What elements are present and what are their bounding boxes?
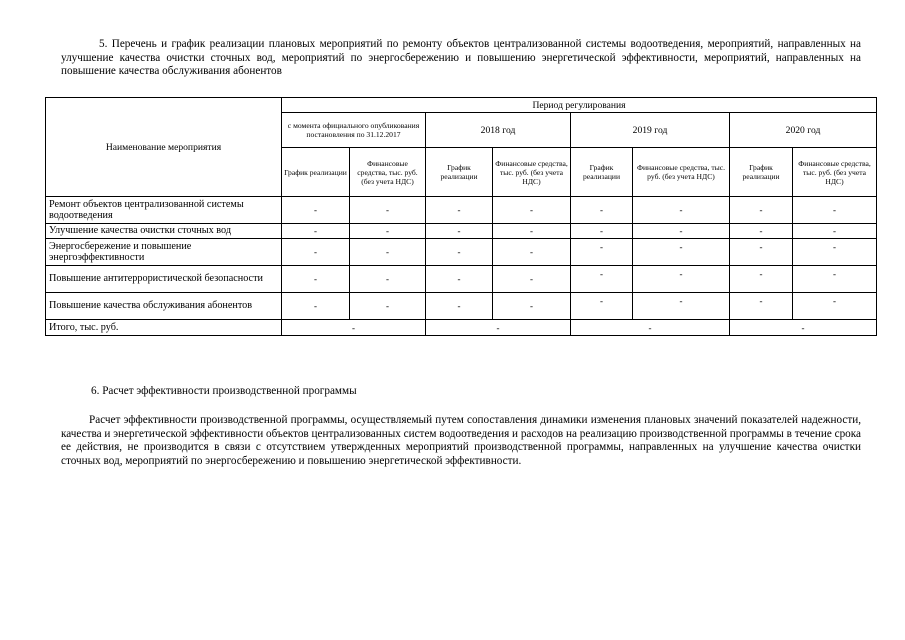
table-cell: - — [426, 197, 493, 224]
table-cell: - — [633, 224, 730, 239]
table-cell: - — [282, 266, 350, 293]
table-cell: - — [730, 197, 793, 224]
table-cell: - — [350, 293, 426, 320]
table-cell: - — [493, 197, 571, 224]
table-cell: - — [730, 224, 793, 239]
table-row — [46, 197, 877, 224]
section-6-body-text: Расчет эффективности производственной программы, осуществляемый путем сопоставления динамики изменения плановых значений показателей надежности, качества и энергетической эффективности объектов централизованных систем водоотведения и расходов на реализацию производственной программы в течение срока ее действия, не производится в связи с отсутствием утвержденных мероприятий производственной программы, направленных на улучшение качества очистки сточных вод, мероприятий по энергосбережению и повышению энергетической эффективности. — [61, 414, 861, 468]
period-col-2018: 2018 год — [426, 113, 571, 148]
table-cell: - — [730, 293, 793, 320]
sub-header: Финансовые средства, тыс. руб. (без учета НДС) — [350, 148, 426, 197]
table-cell: - — [633, 197, 730, 224]
table-cell: - — [730, 239, 793, 266]
row-name: Повышение антитеррористической безопасности — [46, 266, 282, 293]
row-name: Улучшение качества очистки сточных вод — [46, 224, 282, 239]
table-cell: - — [282, 239, 350, 266]
row-name: Энергосбережение и повышение энергоэффективности — [46, 239, 282, 266]
table-cell: - — [793, 197, 877, 224]
table-cell: - — [426, 293, 493, 320]
total-cell: - — [282, 320, 426, 336]
table-cell: - — [571, 239, 633, 266]
table-cell: - — [350, 224, 426, 239]
table-cell: - — [493, 239, 571, 266]
table-cell: - — [571, 197, 633, 224]
table-row — [46, 224, 877, 239]
table-cell: - — [571, 293, 633, 320]
table-cell: - — [350, 197, 426, 224]
table-cell: - — [493, 266, 571, 293]
sub-header: Финансовые средства, тыс. руб. (без учета НДС) — [493, 148, 571, 197]
table-row — [46, 293, 877, 320]
table-cell: - — [793, 239, 877, 266]
period-col-2020: 2020 год — [730, 113, 877, 148]
row-name: Ремонт объектов централизованной системы водоотведения — [46, 197, 282, 224]
table-row — [46, 266, 877, 293]
table-cell: - — [282, 197, 350, 224]
table-cell: - — [493, 224, 571, 239]
table-cell: - — [493, 293, 571, 320]
table-cell: - — [282, 224, 350, 239]
table-cell: - — [793, 266, 877, 293]
section-5-heading-text: 5. Перечень и график реализации плановых мероприятий по ремонту объектов централизованной системы водоотведения, мероприятий, направленных на улучшение качества очистки сточных вод, мероприятий по энергосбережению и повышению энергетической эффективности, мероприятий, направленных на повышение качества обслуживания абонентов — [61, 38, 861, 78]
total-row — [46, 320, 877, 336]
table-cell: - — [633, 266, 730, 293]
sub-header: График реализации — [426, 148, 493, 197]
sub-header: График реализации — [571, 148, 633, 197]
table-cell: - — [793, 293, 877, 320]
period-col-initial: с момента официального опубликования постановления по 31.12.2017 — [282, 113, 426, 148]
period-header: Период регулирования — [282, 98, 877, 113]
table-cell: - — [426, 239, 493, 266]
table-cell: - — [350, 266, 426, 293]
column-header-name: Наименование мероприятия — [46, 98, 282, 197]
sub-header: Финансовые средства, тыс. руб. (без учета НДС) — [633, 148, 730, 197]
section-6-body — [61, 414, 861, 469]
table-row — [46, 239, 877, 266]
table-cell: - — [633, 239, 730, 266]
table-cell: - — [571, 224, 633, 239]
section-5-heading — [61, 38, 861, 79]
table-cell: - — [730, 266, 793, 293]
table-cell: - — [282, 293, 350, 320]
section-6-title: 6. Расчет эффективности производственной программы — [91, 385, 357, 397]
sub-header: График реализации — [282, 148, 350, 197]
total-cell: - — [571, 320, 730, 336]
period-col-2019: 2019 год — [571, 113, 730, 148]
row-name: Повышение качества обслуживания абонентов — [46, 293, 282, 320]
sub-header: Финансовые средства, тыс. руб. (без учета НДС) — [793, 148, 877, 197]
total-cell: - — [730, 320, 877, 336]
sub-header: График реализации — [730, 148, 793, 197]
plan-table — [45, 97, 877, 336]
table-cell: - — [350, 239, 426, 266]
table-cell: - — [793, 224, 877, 239]
total-cell: - — [426, 320, 571, 336]
total-label: Итого, тыс. руб. — [46, 320, 282, 336]
table-cell: - — [426, 266, 493, 293]
table-cell: - — [571, 266, 633, 293]
table-cell: - — [633, 293, 730, 320]
table-cell: - — [426, 224, 493, 239]
